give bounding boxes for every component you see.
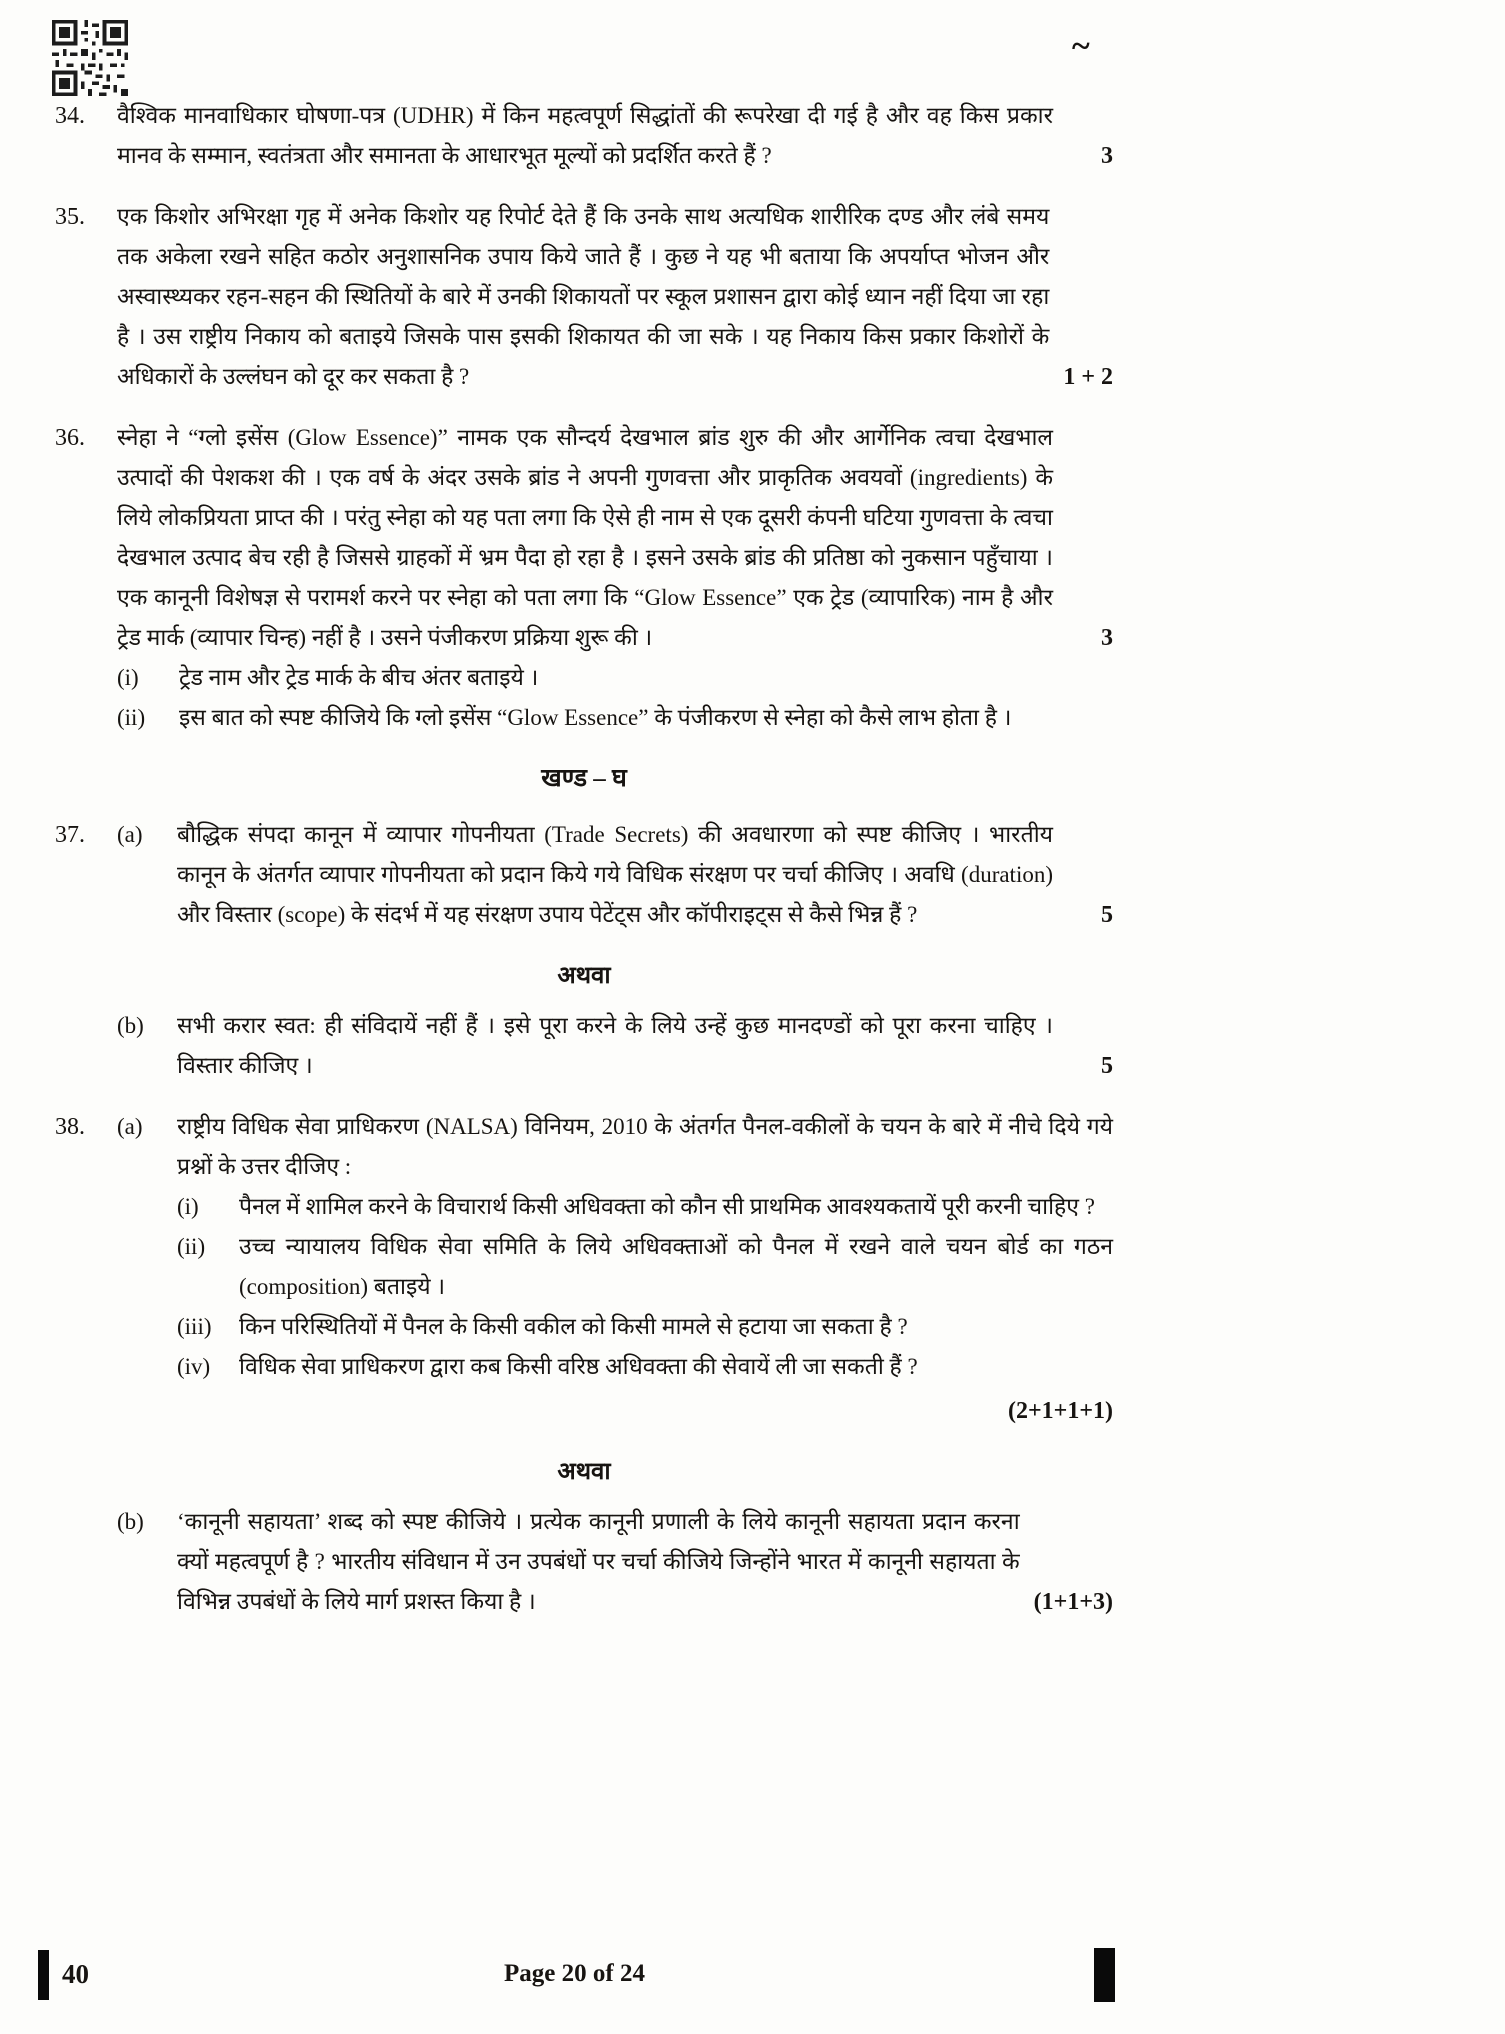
question-34-number: 34. <box>55 103 85 129</box>
question-38-subpart-ii-text: उच्च न्यायालय विधिक सेवा समिति के लिये अधिवक्ताओं को पैनल में रखने वाले चयन बोर्ड का गठन (composition) बताइये । <box>239 1234 1113 1299</box>
question-35 <box>55 197 1113 397</box>
question-36-text: स्नेहा ने “ग्लो इसेंस (Glow Essence)” नामक एक सौन्दर्य देखभाल ब्रांड शुरु की और आर्गेनिक त्वचा देखभाल उत्पादों की पेशकश की । एक वर्ष के अंदर उसके ब्रांड ने अपनी गुणवत्ता और प्राकृतिक अवयवों (ingredients) के लिये लोकप्रियता प्राप्त की । परंतु स्नेहा को यह पता लगा कि ऐसे ही नाम से एक दूसरी कंपनी घटिया गुणवत्ता के त्वचा देखभाल उत्पाद बेच रही है जिससे ग्राहकों में भ्रम पैदा हो रहा है । इसने उसके ब्रांड की प्रतिष्ठा को नुकसान पहुँचाया । एक कानूनी विशेषज्ञ से परामर्श करने पर स्नेहा को पता लगा कि “Glow Essence” एक ट्रेड (व्यापारिक) नाम है और ट्रेड मार्क (व्यापार चिन्ह) नहीं है । उसने पंजीकरण प्रक्रिया शुरू की । <box>117 425 1053 650</box>
question-37-part-a-marks: 5 <box>1101 902 1113 928</box>
question-38-part-b-label: (b) <box>117 1509 144 1534</box>
question-38-part-a-intro: राष्ट्रीय विधिक सेवा प्राधिकरण (NALSA) विनियम, 2010 के अंतर्गत पैनल-वकीलों के चयन के बारे में नीचे दिये गये प्रश्नों के उत्तर दीजिए : <box>177 1114 1113 1179</box>
question-paper-content <box>55 96 1113 1643</box>
question-38-part-a-marks: (2+1+1+1) <box>1007 1398 1113 1424</box>
question-34 <box>55 96 1113 176</box>
question-36-number: 36. <box>55 425 85 451</box>
question-36-subpart-ii-text: इस बात को स्पष्ट कीजिये कि ग्लो इसेंस “Glow Essence” के पंजीकरण से स्नेहा को कैसे लाभ होता है । <box>179 705 1012 730</box>
question-38-subpart-iii-text: किन परिस्थितियों में पैनल के किसी वकील को किसी मामले से हटाया जा सकता है ? <box>239 1314 908 1339</box>
question-38-part-a <box>117 1107 1113 1431</box>
footer-set-number: 40 <box>62 1959 89 1989</box>
question-37-part-b-row <box>55 1006 1113 1086</box>
question-37-part-b-text: सभी करार स्वत: ही संविदायें नहीं हैं । इसे पूरा करने के लिये उन्हें कुछ मानदण्डों को पूरा करना चाहिए । विस्तार कीजिए । <box>177 1013 1053 1078</box>
question-37-part-b-label: (b) <box>117 1013 144 1038</box>
section-d-header: खण्ड – घ <box>541 765 627 792</box>
question-35-marks: 1 + 2 <box>1063 364 1113 390</box>
question-37 <box>55 815 1113 935</box>
question-36 <box>55 418 1113 738</box>
question-38-number: 38. <box>55 1114 85 1140</box>
corner-tilde-mark: ~ <box>1072 28 1090 65</box>
question-37-part-b <box>117 1006 1113 1086</box>
question-36-subpart-i <box>117 658 1113 698</box>
question-35-text: एक किशोर अभिरक्षा गृह में अनेक किशोर यह रिपोर्ट देते हैं कि उनके साथ अत्यधिक शारीरिक दण्ड और लंबे समय तक अकेला रखने सहित कठोर अनुशासनिक उपाय किये जाते हैं । कुछ ने यह भी बताया कि अपर्याप्त भोजन और अस्वास्थ्यकर रहन-सहन की स्थितियों के बारे में उनकी शिकायतों पर स्कूल प्रशासन द्वारा कोई ध्यान नहीं दिया जा रहा है । उस राष्ट्रीय निकाय को बताइये जिसके पास इसकी शिकायत की जा सके । यह निकाय किस प्रकार किशोरों के अधिकारों के उल्लंघन को दूर कर सकता है ? <box>117 204 1050 389</box>
question-38-subpart-iv-text: विधिक सेवा प्राधिकरण द्वारा कब किसी वरिष्ठ अधिवक्ता की सेवायें ली जा सकती हैं ? <box>239 1354 918 1379</box>
question-34-text: वैश्विक मानवाधिकार घोषणा-पत्र (UDHR) में किन महत्वपूर्ण सिद्धांतों की रूपरेखा दी गई है और वह किस प्रकार मानव के सम्मान, स्वतंत्रता और समानता के आधारभूत मूल्यों को प्रदर्शित करते हैं ? <box>117 103 1053 168</box>
question-38-part-b-text: ‘कानूनी सहायता’ शब्द को स्पष्ट कीजिये । प्रत्येक कानूनी प्रणाली के लिये कानूनी सहायता प्रदान करना क्यों महत्वपूर्ण है ? भारतीय संविधान में उन उपबंधों पर चर्चा कीजिये जिन्होंने भारत में कानूनी सहायता के विभिन्न उपबंधों के लिये मार्ग प्रशस्त किया है । <box>177 1509 1020 1614</box>
qr-code-icon <box>52 20 128 96</box>
question-38-number-spacer <box>55 1502 117 1622</box>
question-38-subpart-ii-label: (ii) <box>177 1234 206 1259</box>
question-38-subpart-iv-label: (iv) <box>177 1354 211 1379</box>
question-38-subpart-i-label: (i) <box>177 1194 199 1219</box>
question-38-subpart-iv <box>177 1347 1113 1387</box>
question-38-subpart-iii <box>177 1307 1113 1347</box>
question-37-number: 37. <box>55 822 85 848</box>
question-38 <box>55 1107 1113 1431</box>
question-38-part-b-row <box>55 1502 1113 1622</box>
question-38-part-b <box>117 1502 1113 1622</box>
footer-page-indicator: Page 20 of 24 <box>504 1960 645 1987</box>
question-35-number: 35. <box>55 204 85 230</box>
question-37-part-a-text: बौद्धिक संपदा कानून में व्यापार गोपनीयता (Trade Secrets) की अवधारणा को स्पष्ट कीजिए । भारतीय कानून के अंतर्गत व्यापार गोपनीयता को प्रदान किये गये विधिक संरक्षण पर चर्चा कीजिए । अवधि (duration) और विस्तार (scope) के संदर्भ में यह संरक्षण उपाय पेटेंट्स और कॉपीराइट्स से कैसे भिन्न हैं ? <box>177 822 1053 927</box>
question-37-number-spacer <box>55 1006 117 1086</box>
question-34-marks: 3 <box>1101 143 1113 169</box>
question-38-subpart-ii <box>177 1227 1113 1307</box>
question-37-part-b-marks: 5 <box>1101 1053 1113 1079</box>
question-38-subpart-i <box>177 1187 1113 1227</box>
question-38-subpart-i-text: पैनल में शामिल करने के विचारार्थ किसी अधिवक्ता को कौन सी प्राथमिक आवश्यकतायें पूरी करनी चाहिए ? <box>239 1194 1095 1219</box>
question-36-subpart-i-text: ट्रेड नाम और ट्रेड मार्क के बीच अंतर बताइये । <box>179 665 539 690</box>
question-38-part-b-marks: (1+1+3) <box>1033 1589 1113 1615</box>
question-38-subpart-iii-label: (iii) <box>177 1314 212 1339</box>
question-36-subpart-ii-label: (ii) <box>117 705 146 730</box>
question-36-subpart-i-label: (i) <box>117 665 139 690</box>
question-38-or-label: अथवा <box>557 1459 611 1485</box>
question-37-part-a-label: (a) <box>117 822 143 847</box>
footer-right-print-bar <box>1094 1948 1115 2002</box>
footer-left-print-bar <box>38 1950 49 2000</box>
question-37-or-label: अथवा <box>557 963 611 989</box>
question-36-marks: 3 <box>1101 625 1113 651</box>
question-37-part-a <box>117 815 1113 935</box>
question-36-subpart-ii <box>117 698 1113 738</box>
question-38-part-a-label: (a) <box>117 1114 143 1139</box>
